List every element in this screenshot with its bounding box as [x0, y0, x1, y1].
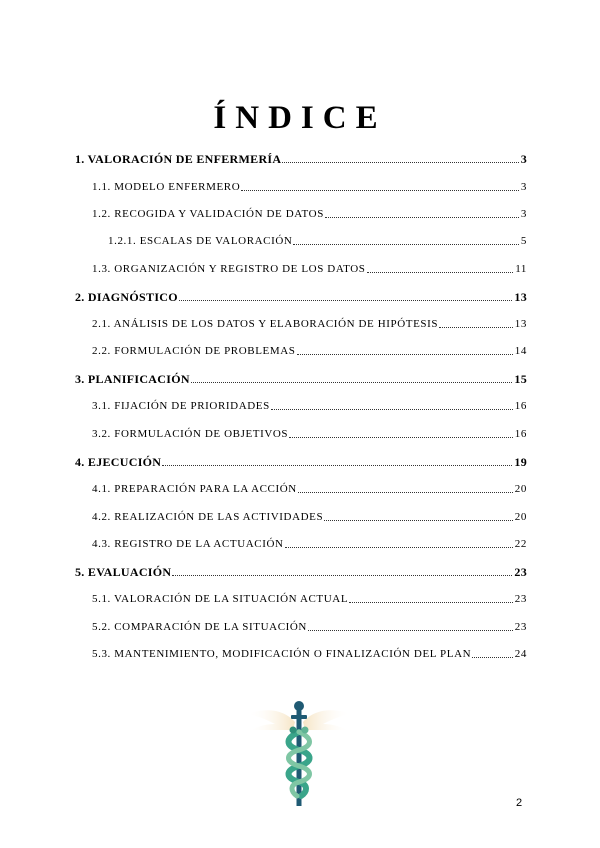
- toc-dot-leader: [179, 300, 513, 301]
- toc-entry-page: 22: [514, 538, 527, 550]
- toc-entry[interactable]: [75, 372, 527, 386]
- toc-entry-page: 19: [514, 455, 527, 469]
- toc-dot-leader: [191, 382, 513, 383]
- toc-entry-label: 2. DIAGNÓSTICO: [75, 290, 178, 304]
- page-number: 2: [516, 797, 523, 809]
- toc-entry[interactable]: [92, 427, 527, 441]
- toc-entry[interactable]: [92, 537, 527, 551]
- caduceus-icon: [245, 700, 353, 812]
- toc-dot-leader: [308, 630, 513, 631]
- toc-entry[interactable]: [92, 592, 527, 606]
- toc-entry-label: 5. EVALUACIÓN: [75, 565, 172, 579]
- toc-entry-label: 1.3. ORGANIZACIÓN Y REGISTRO DE LOS DATOS: [92, 263, 366, 275]
- toc-entry-page: 3: [520, 152, 527, 166]
- toc-entry-label: 2.1. ANÁLISIS DE LOS DATOS Y ELABORACIÓN DE HIPÓTESIS: [92, 318, 439, 330]
- index-title: ÍNDICE: [213, 100, 387, 136]
- toc-dot-leader: [162, 465, 512, 466]
- toc-entry[interactable]: [92, 262, 527, 276]
- toc-dot-leader: [367, 272, 514, 273]
- toc-dot-leader: [324, 520, 513, 521]
- toc-entry[interactable]: [92, 317, 527, 331]
- toc-entry-page: 16: [514, 400, 527, 412]
- toc-entry[interactable]: [92, 207, 527, 221]
- toc-entry-label: 1.1. MODELO ENFERMERO: [92, 181, 241, 193]
- toc-entry-page: 14: [514, 345, 527, 357]
- toc-entry-label: 3. PLANIFICACIÓN: [75, 372, 190, 386]
- toc-entry-label: 1.2. RECOGIDA Y VALIDACIÓN DE DATOS: [92, 208, 324, 220]
- toc-dot-leader: [325, 217, 519, 218]
- toc-entry-page: 23: [514, 621, 527, 633]
- toc-entry-label: 1. VALORACIÓN DE ENFERMERÍA: [75, 152, 282, 166]
- toc-dot-leader: [298, 492, 513, 493]
- toc-entry-page: 3: [520, 181, 527, 193]
- toc-dot-leader: [289, 437, 513, 438]
- toc-entry[interactable]: [108, 234, 527, 248]
- toc-dot-leader: [293, 244, 518, 245]
- toc-entry-label: 4. EJECUCIÓN: [75, 455, 162, 469]
- toc-entry-page: 20: [514, 511, 527, 523]
- toc-entry-label: 1.2.1. ESCALAS DE VALORACIÓN: [108, 235, 293, 247]
- toc-entry-label: 5.1. VALORACIÓN DE LA SITUACIÓN ACTUAL: [92, 593, 349, 605]
- toc-entry-page: 24: [514, 648, 527, 660]
- toc-entry[interactable]: [75, 152, 527, 166]
- toc-dot-leader: [439, 327, 513, 328]
- toc-entry-label: 2.2. FORMULACIÓN DE PROBLEMAS: [92, 345, 296, 357]
- toc-entry-page: 5: [520, 235, 527, 247]
- toc-entry-label: 3.1. FIJACIÓN DE PRIORIDADES: [92, 400, 270, 412]
- toc-entry-label: 5.2. COMPARACIÓN DE LA SITUACIÓN: [92, 621, 307, 633]
- toc-entry-label: 4.2. REALIZACIÓN DE LAS ACTIVIDADES: [92, 511, 324, 523]
- toc-entry-page: 16: [514, 428, 527, 440]
- toc-entry[interactable]: [92, 399, 527, 413]
- toc-entry-label: 3.2. FORMULACIÓN DE OBJETIVOS: [92, 428, 289, 440]
- toc-entry-page: 15: [514, 372, 527, 386]
- toc-entry-page: 23: [514, 593, 527, 605]
- toc-dot-leader: [271, 409, 513, 410]
- toc-entry-page: 11: [515, 263, 527, 275]
- toc-entry[interactable]: [92, 180, 527, 194]
- toc-dot-leader: [172, 575, 512, 576]
- toc-entry-page: 13: [514, 318, 527, 330]
- toc-dot-leader: [285, 547, 513, 548]
- left-wing: [247, 710, 295, 730]
- toc-dot-leader: [282, 162, 518, 163]
- toc-entry[interactable]: [92, 620, 527, 634]
- toc-entry-page: 3: [520, 208, 527, 220]
- toc-entry[interactable]: [75, 565, 527, 579]
- toc-entry-label: 5.3. MANTENIMIENTO, MODIFICACIÓN O FINALIZACIÓN DEL PLAN: [92, 648, 472, 660]
- toc-dot-leader: [472, 657, 513, 658]
- toc-entry[interactable]: [75, 290, 527, 304]
- toc-dot-leader: [241, 190, 519, 191]
- toc-entry[interactable]: [92, 344, 527, 358]
- toc-entry-page: 23: [514, 565, 527, 579]
- toc-entry[interactable]: [92, 482, 527, 496]
- toc-dot-leader: [349, 602, 513, 603]
- toc-entry[interactable]: [92, 510, 527, 524]
- toc-dot-leader: [297, 354, 513, 355]
- toc-entry-label: 4.3. REGISTRO DE LA ACTUACIÓN: [92, 538, 284, 550]
- toc-entry[interactable]: [92, 647, 527, 661]
- toc-entry-page: 20: [514, 483, 527, 495]
- toc-entry-page: 13: [514, 290, 527, 304]
- toc-entry-label: 4.1. PREPARACIÓN PARA LA ACCIÓN: [92, 483, 297, 495]
- right-wing: [303, 710, 351, 730]
- toc-entry[interactable]: [75, 455, 527, 469]
